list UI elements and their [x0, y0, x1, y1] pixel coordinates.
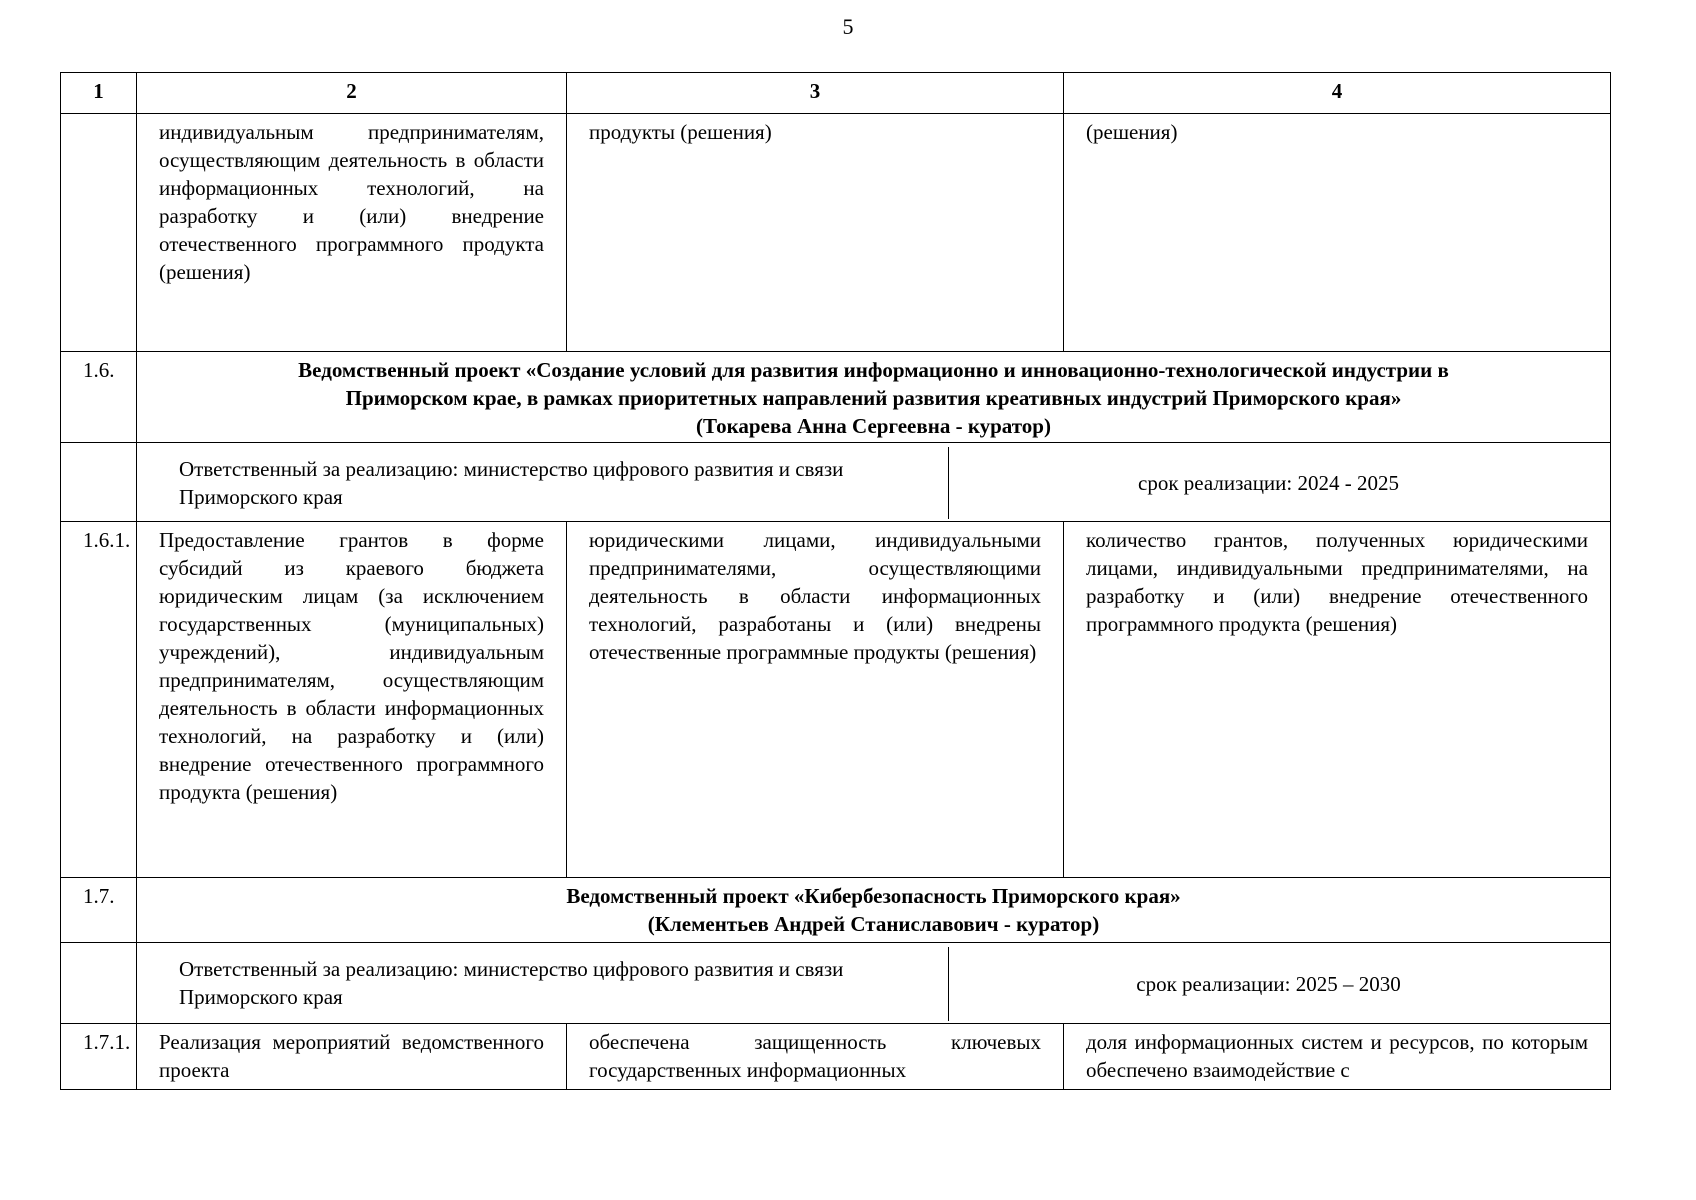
term-text: срок реализации: 2024 - 2025	[1138, 471, 1399, 495]
header-col-1: 1	[61, 73, 137, 114]
table-row-1-6-1	[61, 522, 1611, 878]
project-row-1-6	[61, 352, 1611, 443]
project-title-line-1: Ведомственный проект «Создание условий для развития информационно и инновационно-технологической индустрии в	[298, 358, 1449, 382]
row-number: 1.6.	[61, 352, 137, 443]
cell-result: юридическими лицами, индивидуальными предпринимателями, осуществляющими деятельность в области информационных технологий, разработаны и (или) внедрены отечественные программные продукты (решения)	[567, 522, 1064, 878]
project-title-cell	[137, 878, 1611, 943]
page-number: 5	[842, 14, 854, 39]
term-text: срок реализации: 2025 – 2030	[1136, 972, 1401, 996]
responsible-text: Ответственный за реализацию: министерство цифрового развития и связи Приморского края	[159, 947, 949, 1021]
cell-measure: индивидуальным предпринимателям, осуществляющим деятельность в области информационных технологий, на разработку и (или) внедрение отечественного программного продукта (решения)	[137, 114, 567, 352]
cell-result: обеспечена защищенность ключевых государственных информационных	[567, 1024, 1064, 1090]
project-title-line-2: Приморском крае, в рамках приоритетных направлений развития креативных индустрий Приморского края»	[345, 386, 1402, 410]
header-col-3: 3	[567, 73, 1064, 114]
cell-measure: Реализация мероприятий ведомственного проекта	[137, 1024, 567, 1090]
project-row-1-7	[61, 878, 1611, 943]
row-number-empty	[61, 443, 137, 522]
cell-indicator: доля информационных систем и ресурсов, по которым обеспечено взаимодействие с	[1064, 1024, 1611, 1090]
row-number-empty	[61, 943, 137, 1024]
table-row-continuation	[61, 114, 1611, 352]
project-curator: (Клементьев Андрей Станиславович - куратор)	[647, 912, 1100, 936]
row-number: 1.7.	[61, 878, 137, 943]
responsible-cell	[137, 943, 1611, 1024]
cell-indicator: (решения)	[1064, 114, 1611, 352]
header-col-4: 4	[1064, 73, 1611, 114]
project-curator: (Токарева Анна Сергеевна - куратор)	[696, 414, 1051, 438]
row-number-empty	[61, 114, 137, 352]
responsible-cell	[137, 443, 1611, 522]
responsible-text: Ответственный за реализацию: министерство цифрового развития и связи Приморского края	[159, 447, 949, 519]
table-header-row	[61, 73, 1611, 114]
table-row-1-7-1	[61, 1024, 1611, 1090]
header-col-2: 2	[137, 73, 567, 114]
cell-measure: Предоставление грантов в форме субсидий из краевого бюджета юридическим лицам (за исключением государственных (муниципальных) учреждений), индивидуальным предпринимателям, осуществляющим деятельность в области информационных технологий, на разработку и (или) внедрение отечественного программного продукта (решения)	[137, 522, 567, 878]
responsible-row-1-7	[61, 943, 1611, 1024]
project-title-line-1: Ведомственный проект «Кибербезопасность Приморского края»	[566, 884, 1181, 908]
responsible-row-1-6	[61, 443, 1611, 522]
project-title-cell	[137, 352, 1611, 443]
row-number: 1.6.1.	[61, 522, 137, 878]
program-table	[60, 72, 1611, 1090]
cell-result: продукты (решения)	[567, 114, 1064, 352]
row-number: 1.7.1.	[61, 1024, 137, 1090]
cell-indicator: количество грантов, полученных юридическими лицами, индивидуальными предпринимателями, на разработку и (или) внедрение отечественного программного продукта (решения)	[1064, 522, 1611, 878]
